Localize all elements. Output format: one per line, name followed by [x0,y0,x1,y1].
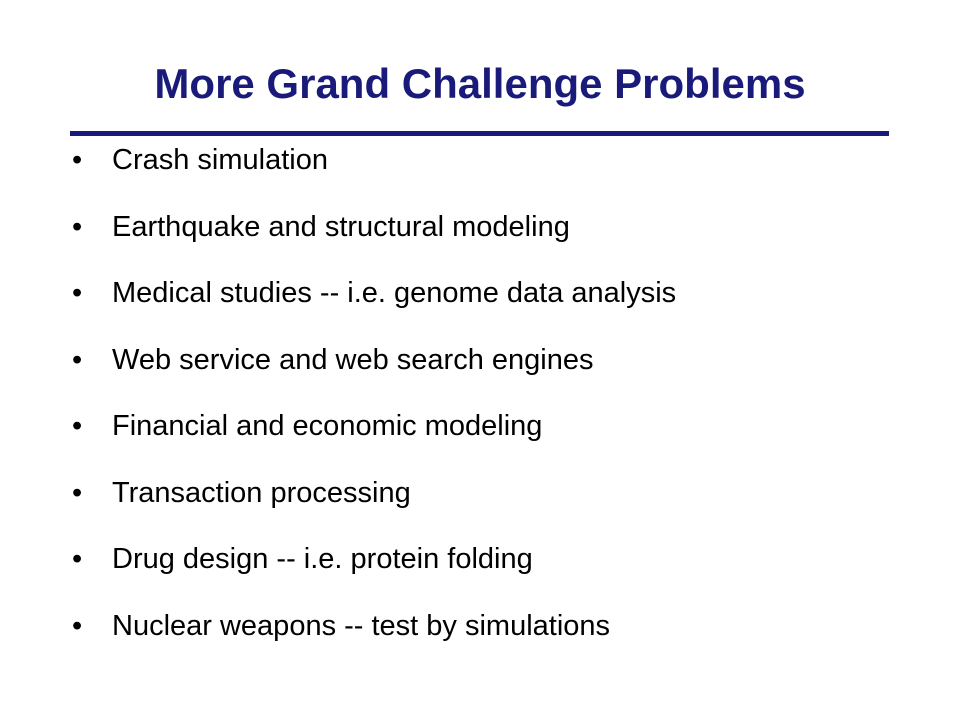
bullet-text: Nuclear weapons -- test by simulations [112,609,611,642]
bullet-item [72,140,892,207]
bullet-text: Earthquake and structural modeling [112,210,570,243]
bullet-item [72,539,892,606]
bullet-item [72,406,892,473]
bullet-item [72,207,892,274]
bullet-icon: • [72,343,83,376]
bullet-icon: • [72,144,83,176]
bullet-text: Drug design -- i.e. protein folding [112,543,533,575]
bullet-list [72,140,892,672]
bullet-icon: • [72,277,83,309]
bullet-icon: • [72,543,83,575]
bullet-item [72,606,892,673]
bullet-item [72,273,892,340]
bullet-text: Medical studies -- i.e. genome data analysis [112,277,677,309]
bullet-icon: • [72,210,83,243]
bullet-text: Web service and web search engines [112,343,594,376]
slide-title: More Grand Challenge Problems [154,60,806,107]
bullet-text: Crash simulation [112,144,328,176]
bullet-icon: • [72,410,83,442]
bullet-item [72,473,892,540]
bullet-item [72,340,892,407]
title-underline-rule [70,131,889,136]
bullet-icon: • [72,476,83,509]
bullet-icon: • [72,609,83,642]
bullet-text: Financial and economic modeling [112,410,543,442]
bullet-text: Transaction processing [112,476,411,509]
